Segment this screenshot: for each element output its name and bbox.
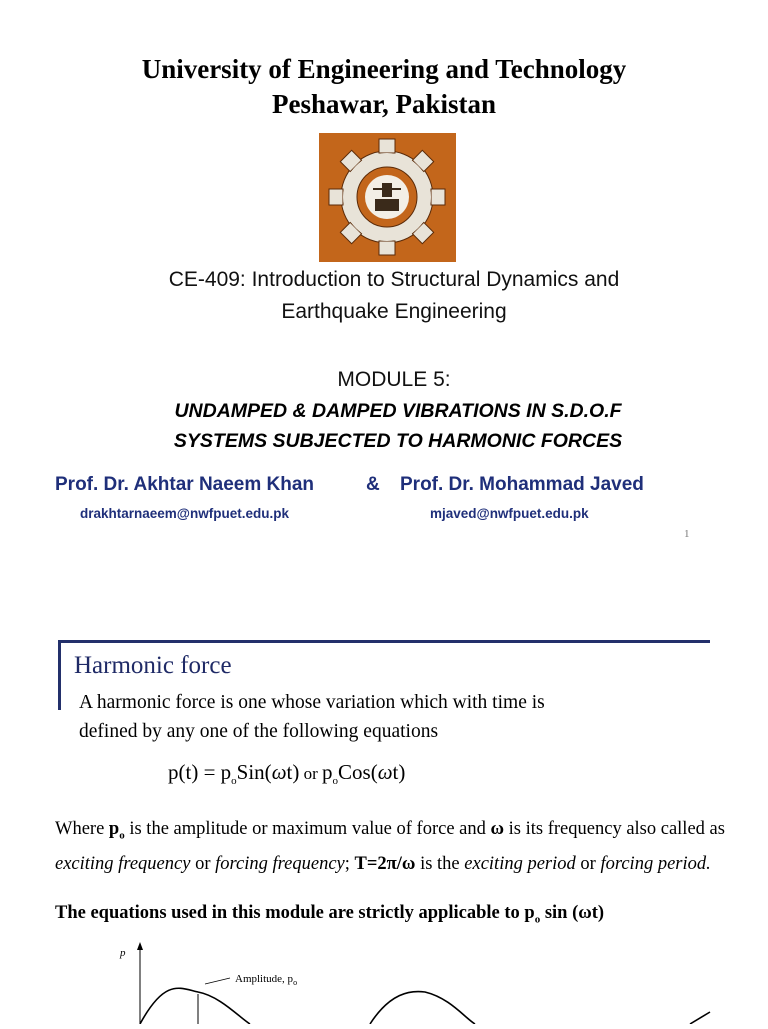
slide-title: Harmonic force [74,652,232,679]
amplitude-pointer [205,978,230,984]
text-run: ω [490,819,505,839]
eq-part: Sin( [236,760,272,784]
eq-omega: ω [271,760,287,784]
text-run: T=2π/ω [354,853,416,874]
eq-part: t) [286,760,300,784]
text-run: is the amplitude or maximum value of force and [124,819,491,839]
definition-line-2: defined by any one of the following equations [79,721,439,742]
gear-logo-icon [319,133,456,262]
text-run: is the [415,853,465,874]
sine-wave-figure [110,938,750,1024]
sine-curve-3 [690,1012,710,1024]
text-run: o [119,829,125,842]
course-line-1: CE-409: Introduction to Structural Dynamics and [168,268,620,291]
page-number: 1 [684,528,690,540]
module-label: MODULE 5: [337,368,451,391]
text-run: exciting frequency [55,853,191,874]
text-run: is its frequency also called as [504,819,725,839]
module-title-line-2: SYSTEMS SUBJECTED TO HARMONIC FORCES [173,430,623,452]
professor-1-email[interactable]: drakhtarnaeem@nwfpuet.edu.pk [80,506,289,521]
text-run: forcing period. [600,853,711,874]
module-title-line-1: UNDAMPED & DAMPED VIBRATIONS IN S.D.O.F [174,400,622,422]
eq-omega: ω [377,760,393,784]
text-run: Where [55,819,109,839]
text-run: p [108,819,120,839]
slide-frame-horizontal [58,640,710,643]
text-run: or [190,853,216,874]
eq-subscript: o [231,775,237,788]
eq-subscript: o [332,775,339,788]
ampersand: & [366,474,380,495]
professor-1-name: Prof. Dr. Akhtar Naeem Khan [55,474,315,495]
module-title [0,396,768,456]
course-line-2: Earthquake Engineering [281,300,507,323]
eq-part: Cos( [338,760,378,784]
text-run: sin (ωt) [540,903,605,923]
text-run: o [534,913,541,926]
eq-or: or [299,764,323,783]
amplitude-label-sub: o [293,978,298,987]
definition-line-1: A harmonic force is one whose variation which with time is [79,692,545,713]
text-run: The equations used in this module are strictly applicable to p [55,903,535,923]
amplitude-label [235,973,297,987]
eq-part: p(t) = p [168,760,232,784]
professor-2-name: Prof. Dr. Mohammad Javed [400,474,644,495]
sine-curve-2 [370,992,475,1024]
text-run: ; [344,853,355,874]
text-run: exciting period [464,853,576,874]
text-run: or [575,853,601,874]
applicability-note [55,899,755,934]
university-line-1: University of Engineering and Technology [141,54,627,84]
harmonic-equation [168,760,405,787]
eq-part: t) [392,760,406,784]
text-run: forcing frequency [215,853,345,874]
where-paragraph [55,815,735,878]
graph-axis-label: p [120,947,126,959]
professor-2-email[interactable]: mjaved@nwfpuet.edu.pk [430,506,589,521]
university-line-2: Peshawar, Pakistan [271,89,497,119]
definition-text [79,688,679,746]
slide-frame-vertical [58,640,61,710]
amplitude-label-text: Amplitude, p [235,973,294,985]
sine-curve-1 [140,988,250,1024]
harmonic-force-graph [110,938,750,1024]
university-title [0,52,768,122]
university-logo [319,133,456,262]
course-title [0,264,768,328]
eq-part: p [322,760,333,784]
y-axis-arrow-icon [137,942,143,950]
